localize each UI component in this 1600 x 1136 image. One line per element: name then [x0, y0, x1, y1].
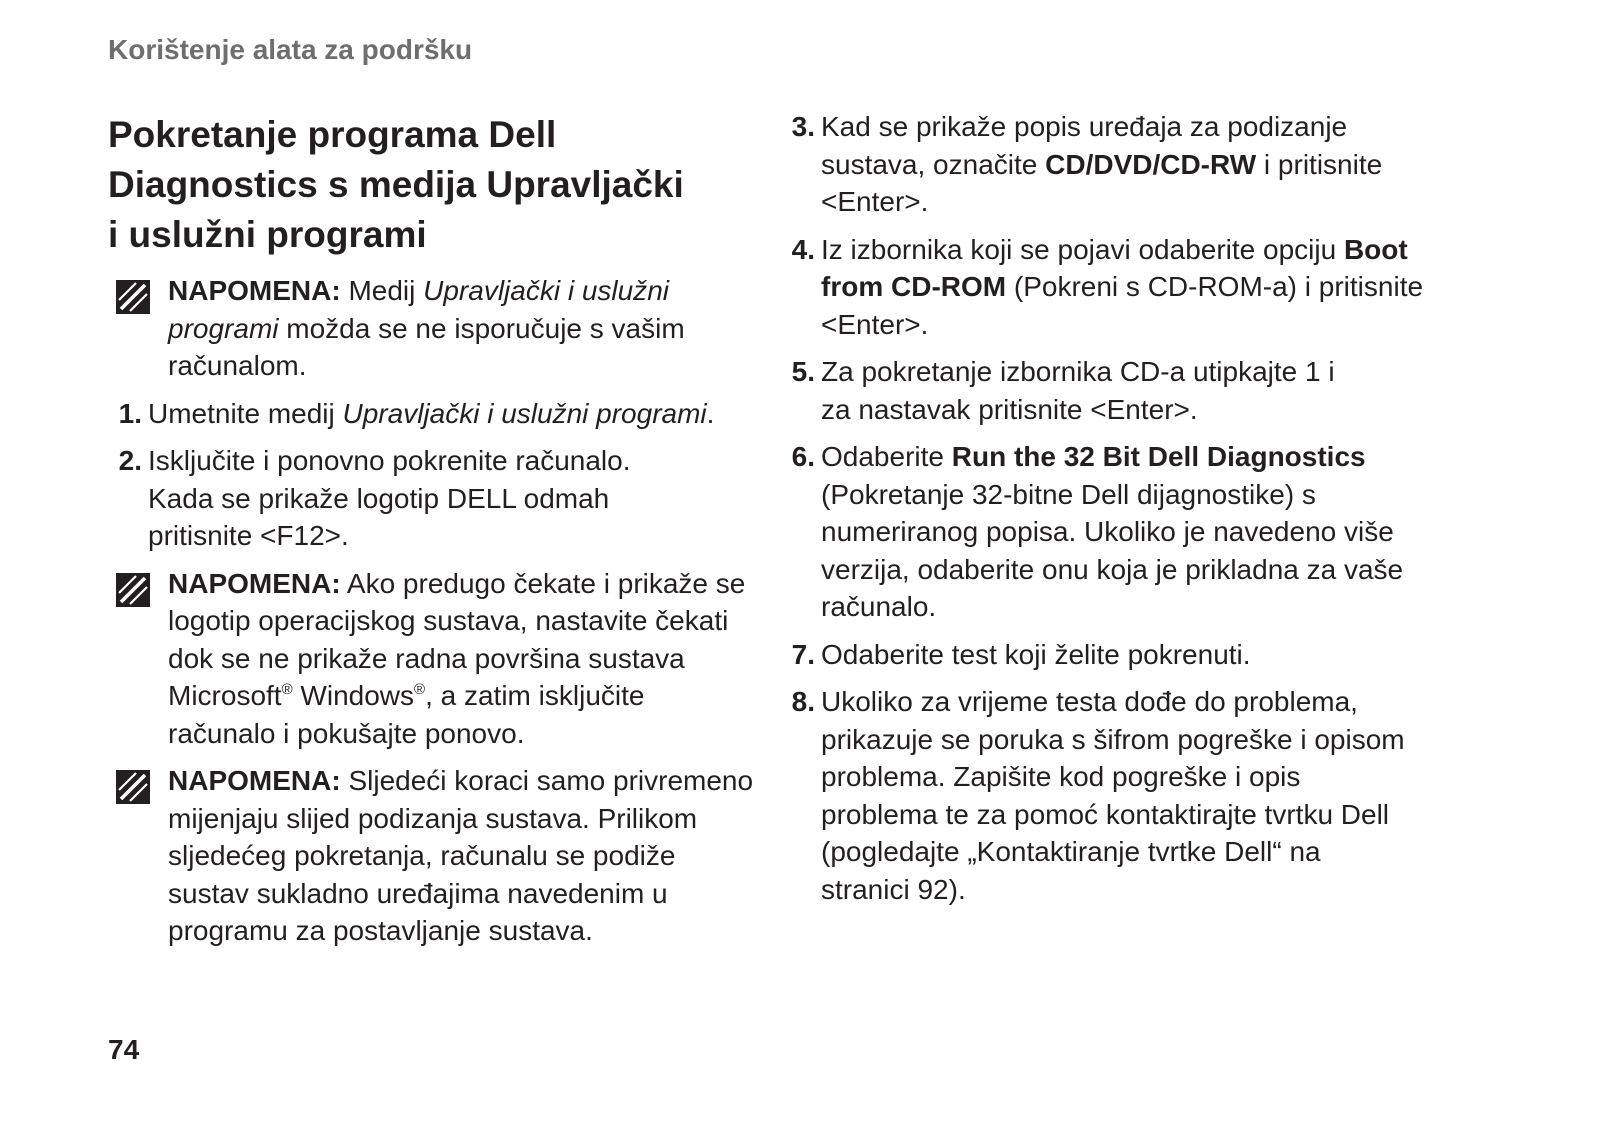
step-3-part-3: i pritisnite <Enter>.: [821, 148, 1383, 217]
step-8-text: Ukoliko za vrijeme testa dođe do problema, prikazuje se poruka s šifrom pogreške i opisom problema. Zapišite kod pogreške i opis problema te za pomoć kontaktirajte tvrtku Dell (pogledajte „Kontaktiranje tvrtke Dell“ na stranici 92).: [821, 686, 1405, 905]
note-1-part-1: Medij: [340, 275, 424, 306]
registered-mark: ®: [281, 681, 293, 698]
step-3-device-name: CD/DVD/CD-RW: [1045, 148, 1257, 180]
note-1-part-3: možda se ne isporučuje s vašim računalom.: [168, 312, 685, 381]
step-2-text: Isključite i ponovno pokrenite računalo. Kada se prikaže logotip DELL odmah pritisnite <F12>.: [148, 445, 631, 551]
step-number: 5.: [791, 356, 815, 387]
note-pencil-icon: [108, 272, 168, 385]
step-4-option-name: Boot from CD-ROM: [821, 233, 1408, 302]
step-6-part-3: (Pokretanje 32-bitne Dell dijagnostike) s numeriranog popisa. Ukoliko je navedeno više verzija, odaberite onu koja je prikladna za vaše računalo.: [821, 478, 1404, 622]
step-number: 3.: [791, 111, 815, 142]
step-6-part-1: Odaberite: [821, 441, 952, 472]
step-text: [821, 353, 1456, 428]
note-label: NAPOMENA:: [168, 765, 341, 796]
note-2-text: [168, 565, 758, 753]
note-3-part-1: Sljedeći koraci samo privremeno mijenjaju slijed podizanja sustava. Prilikom sljedećeg pokretanja, računalu se podiže sustav sukladno uređajima navedenim u programu za postavljanje sustava.: [168, 765, 754, 946]
step-8: [780, 683, 1460, 908]
step-5: [780, 353, 1460, 428]
page-number: 74: [108, 1034, 140, 1065]
note-2-part-3: , a zatim isključite računalo i pokušajte ponovo.: [168, 680, 645, 749]
step-1-media-name: Upravljački i uslužni programi: [342, 397, 707, 429]
running-header: Korištenje alata za podršku: [108, 34, 473, 65]
step-number: 2.: [118, 445, 142, 476]
step-number: 8.: [791, 686, 815, 717]
step-text: [821, 683, 1456, 908]
step-text: [821, 108, 1456, 221]
note-2-part-2: Windows: [292, 680, 415, 711]
note-pencil-icon: [108, 762, 168, 950]
step-text: [148, 442, 758, 555]
step-5-text: Za pokretanje izbornika CD-a utipkajte 1 i za nastavak pritisnite <Enter>.: [821, 356, 1335, 425]
note-2: [108, 565, 758, 753]
registered-mark: ®: [414, 681, 426, 698]
step-text: Odaberite test koji želite pokrenuti.: [821, 638, 1251, 670]
note-label: NAPOMENA:: [168, 567, 341, 599]
section-title-line-3: i uslužni programi: [108, 214, 427, 255]
step-1: [108, 395, 758, 433]
step-number: 1.: [118, 397, 142, 429]
step-number: 7.: [791, 638, 815, 670]
step-6: [780, 438, 1460, 626]
step-3: [780, 108, 1460, 221]
step-number: 4.: [791, 233, 815, 265]
note-label: NAPOMENA:: [168, 275, 341, 306]
step-text: [148, 395, 758, 433]
step-4-part-3: (Pokreni s CD-ROM-a) i pritisnite <Enter>.: [821, 271, 1424, 340]
step-text: [821, 231, 1456, 344]
right-column: [780, 108, 1460, 918]
left-column: [108, 110, 758, 960]
step-number: 6.: [791, 441, 815, 472]
step-7: [780, 636, 1460, 674]
note-1-media-name: Upravljački i uslužni programi: [168, 275, 670, 344]
section-title-line-2: Diagnostics s medija Upravljački: [108, 164, 684, 205]
note-1-text: [168, 272, 758, 385]
step-1-part-3: .: [706, 397, 715, 429]
note-3: [108, 762, 758, 950]
step-3-part-1: Kad se prikaže popis uređaja za podizanje sustava, označite: [821, 111, 1348, 180]
note-1: [108, 272, 758, 385]
section-title: [108, 110, 758, 260]
note-3-text: [168, 762, 758, 950]
step-6-option-name: Run the 32 Bit Dell Diagnostics: [951, 441, 1366, 472]
note-pencil-icon: [108, 565, 168, 753]
step-1-part-1: Umetnite medij: [148, 397, 343, 429]
step-4: [780, 231, 1460, 344]
section-title-line-1: Pokretanje programa Dell: [108, 114, 557, 155]
step-text: [821, 438, 1456, 626]
step-4-part-1: Iz izbornika koji se pojavi odaberite opciju: [821, 233, 1344, 265]
step-2: [108, 442, 758, 555]
note-2-part-1: Ako predugo čekate i prikaže se logotip operacijskog sustava, nastavite čekati dok se ne prikaže radna površina sustava Microsoft: [168, 567, 746, 711]
